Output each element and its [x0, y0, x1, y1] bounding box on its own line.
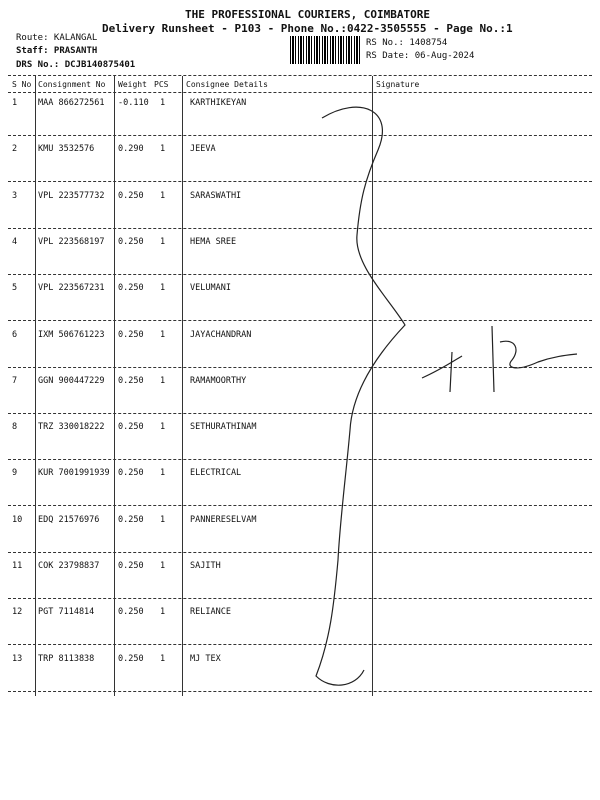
row-pcs: 1 — [160, 468, 166, 478]
row-pcs: 1 — [160, 191, 166, 201]
col-header-consignment: Consignment No — [38, 80, 106, 89]
row-consignee: RELIANCE — [190, 607, 231, 617]
row-sno: 8 — [12, 422, 18, 432]
row-weight: 0.250 — [118, 191, 144, 201]
row-consignment-no: VPL 223567231 — [38, 283, 105, 293]
row-sno: 10 — [12, 515, 23, 525]
route-label: Route: KALANGAL — [16, 33, 98, 43]
row-consignee: HEMA SREE — [190, 237, 237, 247]
row-pcs: 1 — [160, 607, 166, 617]
row-consignment-no: PGT 7114814 — [38, 607, 95, 617]
row-pcs: 1 — [160, 654, 166, 664]
row-consignee: KARTHIKEYAN — [190, 98, 247, 108]
row-weight: 0.250 — [118, 330, 144, 340]
row-sno: 5 — [12, 283, 18, 293]
row-sno: 13 — [12, 654, 23, 664]
row-consignment-no: MAA 866272561 — [38, 98, 105, 108]
row-weight: 0.250 — [118, 561, 144, 571]
row-consignee: PANNERESELVAM — [190, 515, 257, 525]
col-header-sno: S No — [12, 80, 32, 89]
row-consignment-no: KUR 7001991939 — [38, 468, 110, 478]
row-weight: 0.250 — [118, 283, 144, 293]
staff-label: Staff: PRASANTH — [16, 46, 98, 56]
row-pcs: 1 — [160, 422, 166, 432]
col-header-weight: Weight — [118, 80, 147, 89]
row-consignment-no: TRZ 330018222 — [38, 422, 105, 432]
row-pcs: 1 — [160, 330, 166, 340]
row-weight: 0.250 — [118, 422, 144, 432]
row-consignment-no: TRP 8113838 — [38, 654, 95, 664]
row-sno: 7 — [12, 376, 18, 386]
company-title: THE PROFESSIONAL COURIERS, COIMBATORE — [185, 8, 431, 21]
row-sno: 4 — [12, 237, 18, 247]
row-weight: 0.250 — [118, 376, 144, 386]
row-sno: 6 — [12, 330, 18, 340]
row-sno: 3 — [12, 191, 18, 201]
row-consignee: SETHURATHINAM — [190, 422, 257, 432]
row-weight: 0.250 — [118, 654, 144, 664]
row-consignee: SAJITH — [190, 561, 221, 571]
row-pcs: 1 — [160, 98, 166, 108]
row-consignee: RAMAMOORTHY — [190, 376, 247, 386]
row-consignee: JEEVA — [190, 144, 216, 154]
row-sno: 2 — [12, 144, 18, 154]
row-pcs: 1 — [160, 144, 166, 154]
rs-number: RS No.: 1408754 — [366, 38, 448, 48]
row-pcs: 1 — [160, 237, 166, 247]
col-header-consignee: Consignee Details — [186, 80, 268, 89]
row-weight: 0.250 — [118, 237, 144, 247]
col-header-pcs: PCS — [154, 80, 169, 89]
row-weight: 0.250 — [118, 468, 144, 478]
row-consignment-no: IXM 506761223 — [38, 330, 105, 340]
row-pcs: 1 — [160, 561, 166, 571]
row-sno: 11 — [12, 561, 23, 571]
row-weight: 0.250 — [118, 515, 144, 525]
row-consignee: VELUMANI — [190, 283, 231, 293]
row-consignee: MJ TEX — [190, 654, 221, 664]
row-consignment-no: GGN 900447229 — [38, 376, 105, 386]
col-header-signature: Signature — [376, 80, 420, 89]
row-consignment-no: COK 23798837 — [38, 561, 100, 571]
row-pcs: 1 — [160, 283, 166, 293]
rs-date: RS Date: 06-Aug-2024 — [366, 51, 475, 61]
row-consignment-no: EDQ 21576976 — [38, 515, 100, 525]
row-pcs: 1 — [160, 515, 166, 525]
runsheet-title: Delivery Runsheet - P103 - Phone No.:0422-3505555 - Page No.:1 — [102, 22, 513, 35]
row-sno: 12 — [12, 607, 23, 617]
row-consignment-no: VPL 223577732 — [38, 191, 105, 201]
row-consignment-no: KMU 3532576 — [38, 144, 95, 154]
row-sno: 1 — [12, 98, 18, 108]
row-consignment-no: VPL 223568197 — [38, 237, 105, 247]
row-consignee: ELECTRICAL — [190, 468, 242, 478]
row-consignee: SARASWATHI — [190, 191, 242, 201]
row-weight: -0.110 — [118, 98, 149, 108]
row-consignee: JAYACHANDRAN — [190, 330, 252, 340]
row-weight: 0.250 — [118, 607, 144, 617]
row-pcs: 1 — [160, 376, 166, 386]
row-weight: 0.290 — [118, 144, 144, 154]
drs-number: DRS No.: DCJB140875401 — [16, 60, 136, 70]
row-sno: 9 — [12, 468, 18, 478]
